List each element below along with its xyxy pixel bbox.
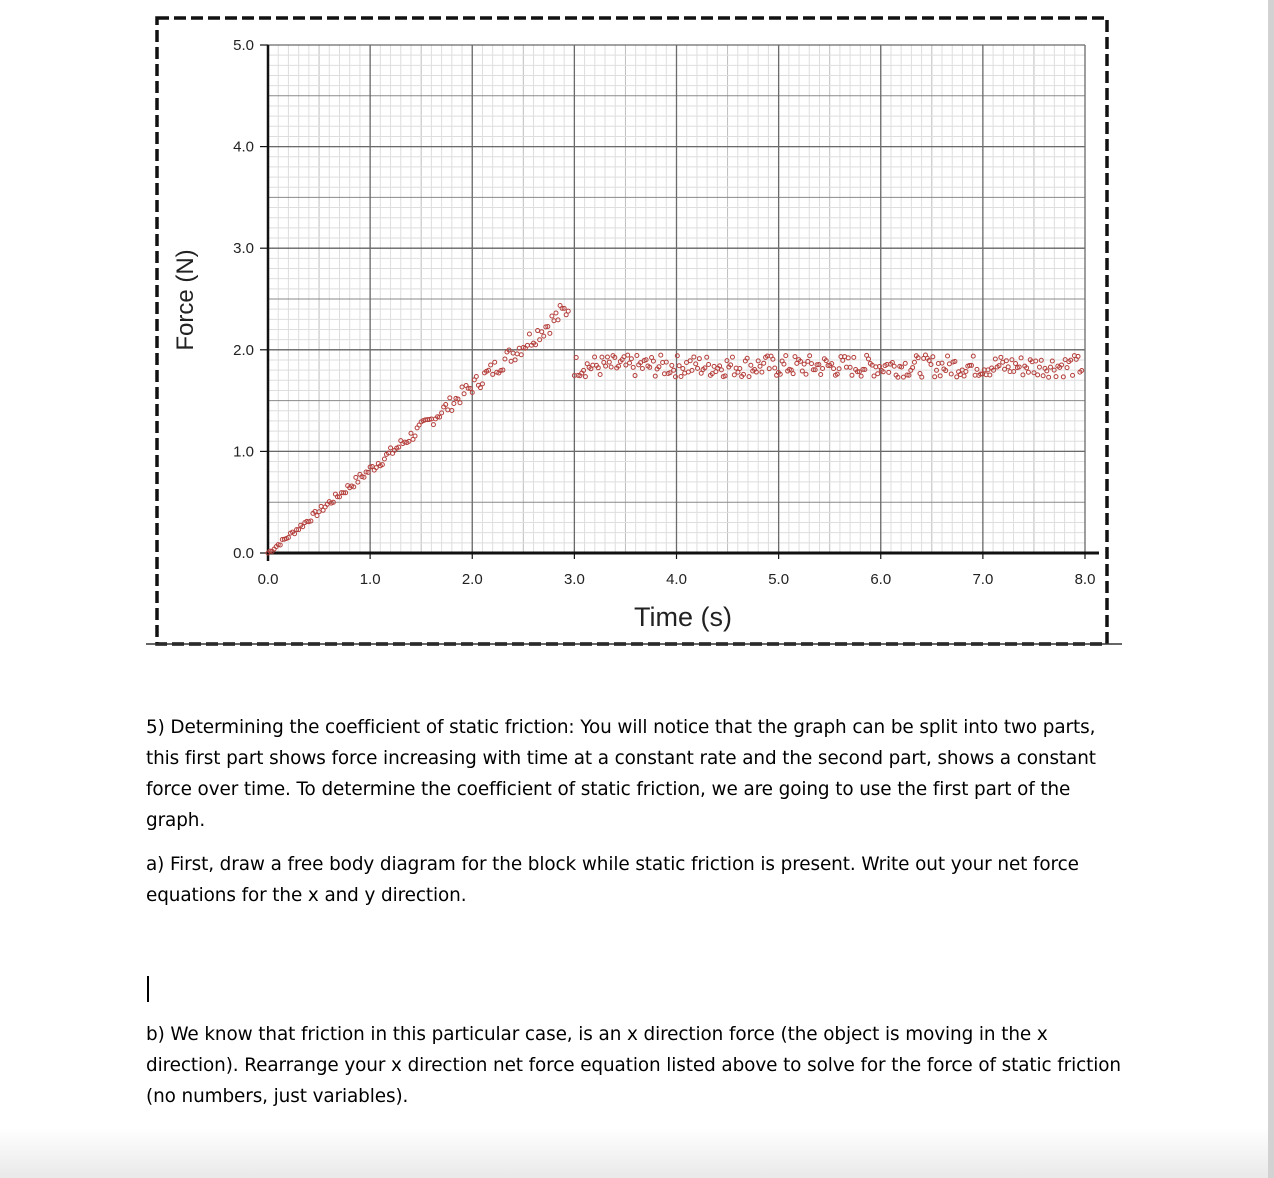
data-points — [266, 303, 1084, 555]
question-5-text: 5) Determining the coefficient of static friction: You will notice that the graph can be split into two parts, this first part shows force increasing with time at a constant rate and the second part, shows a constant force over time. To determine the coefficient of static friction, we are going to use the first part of the graph. — [146, 717, 1096, 831]
x-tick-label: 7.0 — [972, 571, 994, 588]
data-point-kinetic — [771, 357, 775, 361]
tick-labels — [233, 37, 1095, 588]
data-point-static — [554, 311, 558, 315]
data-point-kinetic — [999, 355, 1003, 359]
data-point-kinetic — [730, 355, 734, 359]
data-point-kinetic — [933, 375, 937, 379]
data-point-static — [474, 375, 478, 379]
data-point-static — [489, 363, 493, 367]
data-point-kinetic — [802, 362, 806, 366]
x-tick-label: 6.0 — [870, 571, 892, 588]
data-point-kinetic — [876, 372, 880, 376]
data-point-static — [519, 353, 523, 357]
data-point-kinetic — [887, 370, 891, 374]
data-point-kinetic — [1021, 373, 1025, 377]
data-point-kinetic — [946, 354, 950, 358]
data-point-kinetic — [628, 361, 632, 365]
data-point-kinetic — [626, 353, 630, 357]
y-tick-label: 4.0 — [233, 138, 254, 156]
data-point-kinetic — [605, 355, 609, 359]
data-point-kinetic — [1071, 373, 1075, 377]
data-point-static — [566, 309, 570, 313]
data-point-kinetic — [670, 363, 674, 367]
x-tick-label: 4.0 — [666, 571, 687, 588]
data-point-static — [382, 457, 386, 461]
data-point-static — [431, 423, 435, 427]
data-point-kinetic — [600, 355, 604, 359]
data-point-static — [525, 343, 529, 347]
data-point-kinetic — [749, 363, 753, 367]
data-point-static — [413, 434, 417, 438]
data-point-static — [315, 514, 319, 518]
data-point-static — [452, 401, 456, 405]
data-point-kinetic — [679, 374, 683, 378]
y-tick-label: 1.0 — [233, 443, 254, 461]
data-point-kinetic — [1014, 361, 1018, 365]
data-point-static — [354, 475, 358, 479]
data-point-kinetic — [653, 374, 657, 378]
question-5b-text: b) We know that friction in this particular case, is an x direction force (the object is moving in the x direction). Rearrange your x direction net force equation listed above to solve for the force of static friction (no numbers, just variables). — [146, 1024, 1121, 1107]
data-point-kinetic — [1026, 370, 1030, 374]
data-point-kinetic — [1037, 365, 1041, 369]
question-5a-text: a) First, draw a free body diagram for the block while static friction is present. Write out your net force equations for the x and y direction. — [146, 854, 1079, 906]
x-tick-label: 8.0 — [1074, 571, 1096, 588]
y-axis-label: Force (N) — [172, 249, 199, 351]
y-tick-label: 3.0 — [233, 240, 254, 258]
data-point-kinetic — [598, 373, 602, 377]
x-axis-label: Time (s) — [634, 602, 732, 632]
data-point-kinetic — [609, 365, 613, 369]
x-tick-label: 0.0 — [257, 571, 279, 588]
data-point-kinetic — [929, 362, 933, 366]
data-point-static — [458, 401, 462, 405]
data-point-kinetic — [725, 359, 729, 363]
data-point-kinetic — [1048, 365, 1052, 369]
x-tick-label: 2.0 — [461, 571, 483, 588]
y-tick-label: 0.0 — [233, 545, 254, 562]
data-point-kinetic — [732, 373, 736, 377]
data-point-kinetic — [773, 366, 777, 370]
data-point-kinetic — [975, 367, 979, 371]
data-point-static — [540, 330, 544, 334]
data-point-static — [527, 332, 531, 336]
data-point-kinetic — [631, 365, 635, 369]
data-point-kinetic — [1004, 359, 1008, 363]
data-point-kinetic — [810, 362, 814, 366]
data-point-kinetic — [1019, 356, 1023, 360]
data-point-kinetic — [1036, 373, 1040, 377]
data-point-static — [448, 396, 452, 400]
data-point-kinetic — [1065, 366, 1069, 370]
data-point-kinetic — [912, 360, 916, 364]
data-point-kinetic — [793, 355, 797, 359]
data-point-kinetic — [604, 364, 608, 368]
data-point-kinetic — [859, 374, 863, 378]
data-point-kinetic — [583, 375, 587, 379]
data-point-static — [550, 314, 554, 318]
x-tick-label: 1.0 — [359, 571, 381, 588]
data-point-kinetic — [659, 353, 663, 357]
y-tick-label: 5.0 — [233, 37, 254, 54]
data-point-kinetic — [1047, 375, 1051, 379]
x-tick-label: 5.0 — [768, 571, 790, 588]
data-point-kinetic — [762, 361, 766, 365]
data-point-kinetic — [677, 364, 681, 368]
data-point-kinetic — [688, 359, 692, 363]
data-point-static — [319, 504, 323, 508]
data-point-kinetic — [903, 361, 907, 365]
data-point-static — [548, 331, 552, 335]
data-point-kinetic — [1006, 365, 1010, 369]
axes — [268, 45, 1099, 561]
data-point-kinetic — [784, 354, 788, 358]
data-point-kinetic — [633, 374, 637, 378]
data-point-kinetic — [760, 370, 764, 374]
data-point-kinetic — [804, 372, 808, 376]
chart-selection-border[interactable] — [157, 18, 1107, 644]
data-point-static — [493, 360, 497, 364]
data-point-static — [515, 352, 519, 356]
x-tick-label: 3.0 — [563, 571, 585, 588]
data-point-static — [462, 392, 466, 396]
data-point-kinetic — [607, 360, 611, 364]
y-tick-label: 2.0 — [233, 341, 254, 359]
text-cursor — [147, 976, 149, 1002]
data-point-kinetic — [892, 364, 896, 368]
data-point-kinetic — [692, 355, 696, 359]
data-point-kinetic — [852, 355, 856, 359]
data-point-static — [556, 318, 560, 322]
data-point-kinetic — [971, 354, 975, 358]
page-bottom-shadow — [0, 1128, 1268, 1178]
data-point-kinetic — [791, 372, 795, 376]
